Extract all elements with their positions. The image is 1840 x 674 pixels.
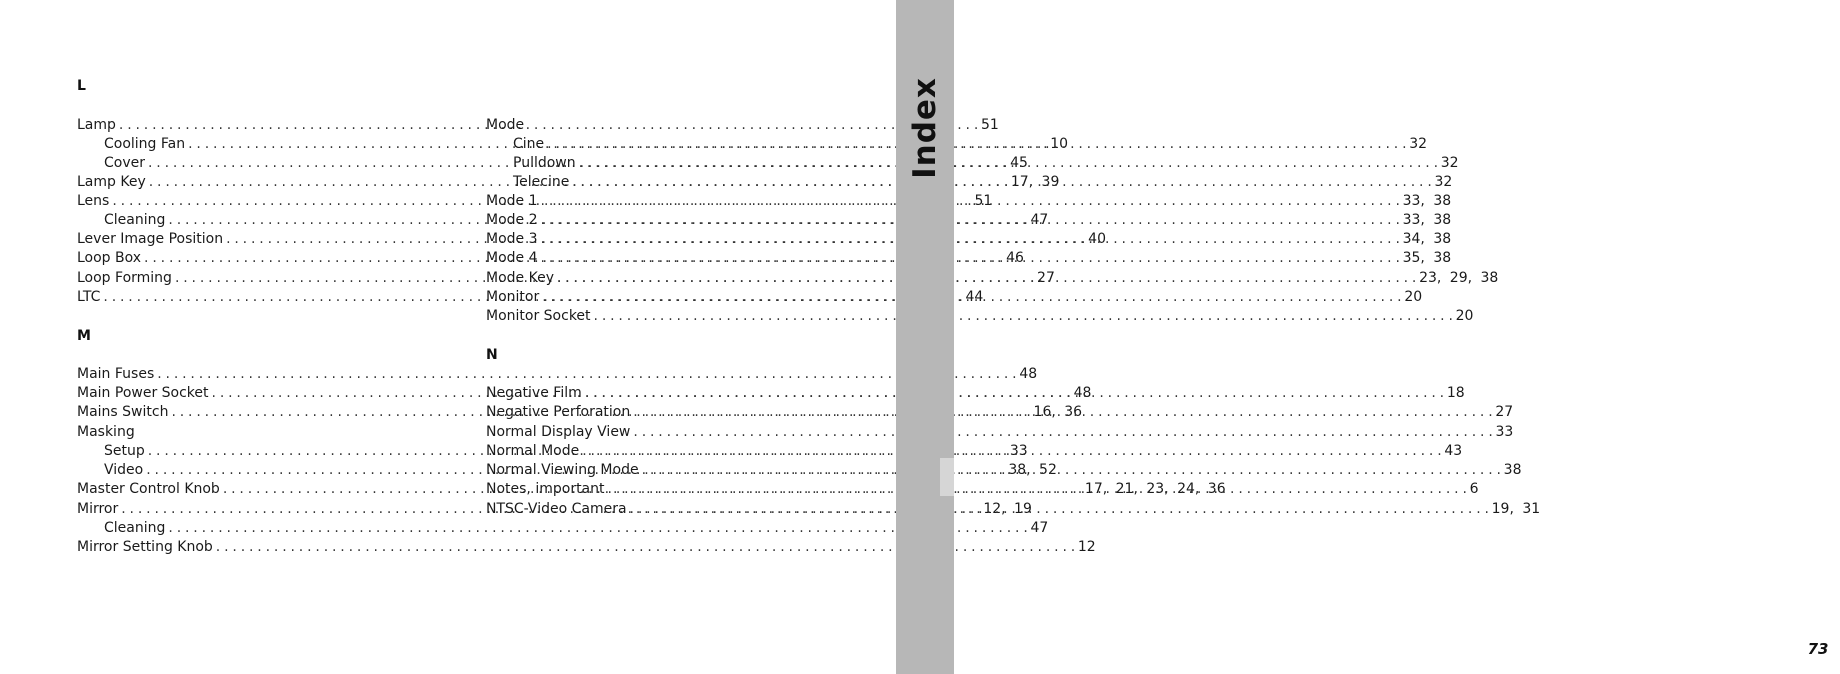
- dot-leader: [633, 423, 1492, 442]
- entry-pages: 17, 39: [1010, 174, 1060, 190]
- dot-leader: [579, 154, 1438, 173]
- index-entry-monitor-socket: [486, 307, 1474, 326]
- entry-pages: 32: [1434, 174, 1453, 190]
- dot-leader: [608, 480, 1467, 499]
- page-number: 73: [1807, 640, 1829, 658]
- entry-pages: 34, 38: [1402, 231, 1452, 247]
- entry-pages: 33: [1009, 443, 1028, 459]
- entry-pages: 45: [1010, 155, 1028, 171]
- entry-pages: 12: [1077, 539, 1096, 555]
- entry-pages: 43: [1444, 443, 1463, 459]
- dot-leader: [633, 403, 1492, 422]
- entry-pages: 40: [1088, 231, 1106, 247]
- entry-pages: 17, 21, 23, 24, 36: [1084, 481, 1226, 497]
- entry-term: Cleaning: [104, 520, 166, 536]
- entry-pages: 20: [1404, 289, 1423, 305]
- entry-pages: 12, 19: [983, 501, 1032, 517]
- entry-term: Mirror Setting Knob: [77, 539, 213, 555]
- dot-leader: [582, 442, 1441, 461]
- entry-pages: 32: [1440, 155, 1459, 171]
- entry-pages: 48: [1073, 385, 1092, 401]
- entry-term: Cleaning: [104, 212, 166, 228]
- entry-term: Main Fuses: [77, 366, 155, 382]
- entry-pages: 47: [1030, 520, 1049, 536]
- index-entry-mirror-setting-knob: [77, 538, 1096, 557]
- entry-pages: 44: [965, 289, 984, 305]
- entry-term: Main Power Socket: [77, 385, 209, 401]
- index-entry-main-fuses: [77, 365, 1038, 384]
- index-entry-mode: [486, 116, 875, 135]
- entry-pages: 32: [1409, 136, 1428, 152]
- sidebar-title-text: Index: [907, 77, 944, 179]
- dot-leader: [157, 365, 1016, 384]
- entry-pages: 38, 52: [1008, 462, 1057, 478]
- entry-term: Mode 1: [486, 193, 538, 209]
- entry-pages: 33: [1495, 424, 1514, 440]
- entry-term: Normal Display View: [486, 424, 631, 440]
- entry-term: Pulldown: [513, 155, 576, 171]
- dot-leader: [630, 500, 1489, 519]
- thumb-index-tab: [940, 458, 954, 496]
- entry-pages: 48: [1019, 366, 1038, 382]
- dot-leader: [541, 192, 1400, 211]
- entry-pages: 6: [1469, 481, 1479, 497]
- entry-pages: 10: [1050, 136, 1069, 152]
- entry-pages: 23, 29, 38: [1419, 270, 1499, 286]
- section-letter-l: L: [77, 78, 86, 94]
- entry-term: Negative Perforation: [486, 404, 631, 420]
- dot-leader: [541, 211, 1400, 230]
- entry-pages: 20: [1455, 308, 1474, 324]
- entry-pages: 35, 38: [1402, 250, 1452, 266]
- entry-term: Master Control Knob: [77, 481, 220, 497]
- entry-term: Lamp: [77, 117, 116, 133]
- dot-leader: [547, 135, 1406, 154]
- entry-term: Mode: [486, 117, 525, 133]
- index-entry-masking: [77, 423, 466, 442]
- dot-leader: [541, 249, 1400, 268]
- entry-pages: 46: [1006, 250, 1024, 266]
- entry-term: Cine: [513, 136, 545, 152]
- entry-term: Masking: [77, 424, 135, 440]
- entry-term: Cooling Fan: [104, 136, 186, 152]
- sidebar-title: [902, 74, 948, 182]
- entry-pages: 51: [974, 193, 993, 209]
- dot-leader: [542, 288, 1401, 307]
- entry-term: Monitor: [486, 289, 540, 305]
- entry-term: Mirror: [77, 501, 119, 517]
- entry-term: Mode 3: [486, 231, 538, 247]
- entry-term: Telecine: [513, 174, 570, 190]
- dot-leader: [594, 307, 1453, 326]
- index-entry-mirror-cleaning: [77, 519, 1049, 538]
- entry-term: NTSC-Video Camera: [486, 501, 627, 517]
- entry-term: Lamp Key: [77, 174, 146, 190]
- entry-term: Normal Mode: [486, 443, 580, 459]
- entry-term: Negative Film: [486, 385, 582, 401]
- entry-term: Mains Switch: [77, 404, 169, 420]
- entry-term: Mode 4: [486, 250, 538, 266]
- dot-leader: [572, 173, 1431, 192]
- entry-term: Monitor Socket: [486, 308, 591, 324]
- section-letter-m: M: [77, 328, 91, 344]
- entry-term: Cover: [104, 155, 145, 171]
- entry-term: Notes, important: [486, 481, 605, 497]
- entry-term: Lens: [77, 193, 110, 209]
- section-letter-n: N: [486, 347, 498, 363]
- entry-term: Lever Image Position: [77, 231, 224, 247]
- entry-pages: 18: [1446, 385, 1465, 401]
- entry-pages: 33, 38: [1402, 193, 1452, 209]
- entry-pages: 33, 38: [1402, 212, 1452, 228]
- entry-pages: 19, 31: [1491, 501, 1541, 517]
- dot-leader: [541, 230, 1400, 249]
- entry-term: Mode 2: [486, 212, 538, 228]
- entry-term: LTC: [77, 289, 101, 305]
- dot-leader: [642, 461, 1501, 480]
- entry-pages: 16, 36: [1033, 404, 1083, 420]
- entry-term: Mode Key: [486, 270, 554, 286]
- entry-pages: 51: [981, 117, 999, 133]
- entry-pages: 27: [1495, 404, 1514, 420]
- entry-term: Normal Viewing Mode: [486, 462, 639, 478]
- entry-term: Setup: [104, 443, 145, 459]
- dot-leader: [557, 269, 1416, 288]
- entry-pages: 47: [1030, 212, 1049, 228]
- entry-pages: 27: [1037, 270, 1055, 286]
- entry-pages: 38: [1503, 462, 1522, 478]
- dot-leader: [585, 384, 1444, 403]
- index-entry-normal-display-view: [486, 423, 1514, 442]
- entry-term: Video: [104, 462, 144, 478]
- entry-term: Loop Forming: [77, 270, 172, 286]
- entry-term: Loop Box: [77, 250, 142, 266]
